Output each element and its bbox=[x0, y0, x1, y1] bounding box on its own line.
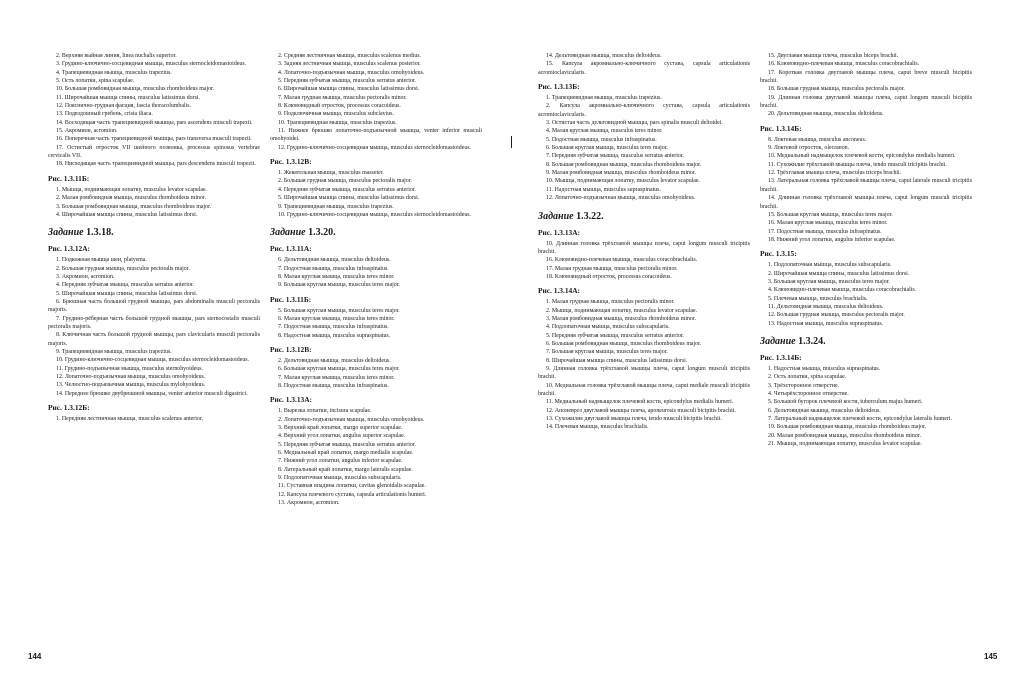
legend-entry: 18. Нижний угол лопатки, angulus inferior scapulae. bbox=[768, 236, 896, 243]
legend-entry: 9. Трапециевидная мышца, musculus trapezius. bbox=[278, 203, 394, 210]
legend-entry: 17. Малая грудная мышца, musculus pectoralis minor. bbox=[546, 265, 678, 272]
figure-caption-heading: Рис. 1.3.11Б: bbox=[48, 173, 90, 183]
legend-entry: 13. Подвздошный гребень, crista iliaca. bbox=[56, 111, 153, 118]
legend-entry: 12. Грудино-ключично-сосцевидная мышца, musculus sternocleidomastoideus. bbox=[278, 144, 472, 151]
legend-entry: 8. Широчайшая мышца спины, musculus latissimus dorsi. bbox=[546, 357, 688, 364]
task-heading bbox=[270, 227, 482, 239]
legend-entry: 2. Большая грудная мышца, musculus pectoralis major. bbox=[278, 178, 412, 185]
legend-entry: 14. Восходящая часть трапециевидной мышцы, pars ascendens musculi trapezii. bbox=[56, 119, 253, 126]
legend-entry: 16. Поперечная часть трапециевидной мышцы, pars transversa musculi trapezii. bbox=[56, 136, 252, 143]
legend-entry: 4. Лопаточно-подъязычная мышца, musculus omohyoideus. bbox=[278, 69, 425, 76]
task-heading-number: 1.3.20. bbox=[308, 227, 336, 239]
task-heading-word: Задание bbox=[270, 227, 306, 239]
legend-entry: 11. Нижнее брюшко лопаточно-подъязычной мышцы, venter inferior musculi omohyoidei. bbox=[270, 128, 482, 143]
legend-entry: 12. Апоневроз двуглавой мышцы плеча, aponeurosis musculi bicipitis brachii. bbox=[546, 407, 736, 414]
legend-entry: 1. Подлопаточная мышца, musculus subscapularis. bbox=[768, 262, 892, 269]
legend-entry: 7. Латеральный надмыщелок плечевой кости, epicondylus lateralis humeri. bbox=[768, 416, 952, 423]
task-heading-number: 1.3.22. bbox=[576, 210, 604, 222]
legend-entry: 12. Большая грудная мышца, musculus pectoralis major. bbox=[768, 312, 905, 319]
legend-entry: 6. Широчайшая мышца спины, musculus latissimus dorsi. bbox=[278, 86, 420, 93]
legend-entry: 15. Акромион, acromion. bbox=[56, 128, 118, 135]
figure-caption-heading: Рис. 1.3.12В: bbox=[270, 157, 312, 167]
figure-caption-heading: Рис. 1.3.13Б: bbox=[538, 82, 580, 92]
legend-entry: 7. Подостная мышца, musculus infraspinatus. bbox=[278, 324, 389, 331]
legend-entry: 12. Пояснично-грудная фасция, fascia thoracolumbalis. bbox=[56, 103, 192, 110]
legend-entry: 3. Трёхсторонное отверстие. bbox=[768, 382, 840, 389]
legend-entry: 11. Надостная мышца, musculus supraspinatus. bbox=[546, 186, 661, 193]
legend-entry: 3. Грудино-ключично-сосцевидная мышца, musculus sternocleidomastoideus. bbox=[56, 61, 247, 68]
legend-entry: 2. Широчайшая мышца спины, musculus latissimus dorsi. bbox=[768, 270, 910, 277]
figure-caption-heading: Рис. 1.3.15: bbox=[760, 249, 797, 259]
legend-entry: 7. Малая круглая мышца, musculus teres minor. bbox=[278, 374, 395, 381]
legend-entry: 2. Лопаточно-подъязычная мышца, musculus omohyoideus. bbox=[278, 416, 425, 423]
legend-entry: 4. Широчайшая мышца спины, musculus latissimus dorsi. bbox=[56, 211, 198, 218]
legend-entry: 6. Дельтовидная мышца, musculus deltoideus. bbox=[768, 407, 881, 414]
legend-entry: 5. Широчайшая мышца спины, musculus latissimus dorsi. bbox=[56, 290, 198, 297]
legend-entry: 3. Задняя лестничная мышца, musculus scalenus posterior. bbox=[278, 61, 421, 68]
legend-entry: 17. Подостная мышца, musculus infraspinatus. bbox=[768, 228, 882, 235]
legend-entry: 5. Ость лопатки, spina scapulae. bbox=[56, 78, 135, 85]
figure-caption-heading: Рис. 1.3.13А: bbox=[270, 395, 313, 405]
legend-entry: 5. Передняя зубчатая мышца, musculus serratus anterior. bbox=[546, 332, 684, 339]
legend-entry: 4. Малая круглая мышца, musculus teres minor. bbox=[546, 128, 663, 135]
legend-entry: 14. Переднее брюшко двубрюшной мышцы, venter anterior musculi digastrici. bbox=[56, 390, 248, 397]
figure-caption-heading: Рис. 1.3.12Б: bbox=[48, 403, 90, 413]
legend-entry: 1. Жевательная мышца, musculus masseter. bbox=[278, 170, 384, 177]
legend-entry: 1. Вырезка лопатки, incisura scapulae. bbox=[278, 408, 372, 415]
legend-entry: 12. Трёхглавая мышца плеча, musculus triceps brachii. bbox=[768, 170, 902, 177]
legend-entry: 9. Локтевой отросток, olecranon. bbox=[768, 145, 850, 152]
figure-caption-heading: Рис. 1.3.12В: bbox=[270, 344, 312, 354]
task-heading-word: Задание bbox=[760, 335, 796, 347]
legend-entry: 18. Клювовидный отросток, processus coracoideus. bbox=[546, 273, 672, 280]
legend-entry: 10. Грудино-ключично-сосцевидная мышца, musculus sternocleidomastoideus. bbox=[56, 357, 250, 364]
legend-entry: 5. Плечевая мышца, musculus brachialis. bbox=[768, 295, 868, 302]
legend-entry: 6. Большая круглая мышца, musculus teres major. bbox=[546, 145, 668, 152]
figure-caption-heading: Рис. 1.3.14Б: bbox=[760, 123, 802, 133]
figure-caption-heading: Рис. 1.3.14Б: bbox=[760, 352, 802, 362]
legend-entry: 13. Сухожилие двуглавой мышцы плеча, tendo musculi bicipitis brachii. bbox=[546, 416, 722, 423]
legend-entry: 9. Длинная головка трёхглавой мышцы плеча, caput longum musculi tricipitis brachii. bbox=[538, 365, 750, 381]
legend-entry: 7. Передняя зубчатая мышца, musculus serratus anterior. bbox=[546, 153, 684, 160]
legend-entry: 2. Верхняя выйная линия, linea nuchalis superior. bbox=[56, 53, 177, 59]
legend-entry: 1. Надостная мышца, musculus supraspinatus. bbox=[768, 365, 881, 372]
legend-entry: 5. Передняя зубчатая мышца, musculus serratus anterior. bbox=[278, 441, 416, 448]
legend-entry: 4. Подлопаточная мышца, musculus subscapularis. bbox=[546, 324, 670, 331]
legend-entry: 4. Четырёхсторонное отверстие. bbox=[768, 391, 849, 397]
legend-entry: 2. Большая грудная мышца, musculus pectoralis major. bbox=[56, 265, 190, 272]
legend-entry: 18. Большая грудная мышца, musculus pectoralis major. bbox=[768, 86, 905, 93]
legend-entry: 10. Медиальный надмыщелок плечевой кости, epicondylus medialis humeri. bbox=[768, 153, 956, 160]
legend-entry: 7. Подостная мышца, musculus infraspinatus. bbox=[278, 265, 389, 272]
legend-entry: 3. Малая ромбовидная мышца, musculus rhomboideus minor. bbox=[546, 315, 696, 322]
legend-entry: 8. Клювовидный отросток, processus coracoideus. bbox=[278, 103, 401, 110]
legend-entry: 7. Малая грудная мышца, musculus pectoralis minor. bbox=[278, 94, 407, 101]
legend-entry: 12. Капсула плечевого сустава, capsula articulationis humeri. bbox=[278, 491, 427, 498]
figure-caption-heading: Рис. 1.3.12А: bbox=[48, 244, 91, 254]
legend-entry: 6. Медиальный край лопатки, margo medialis scapulae. bbox=[278, 450, 414, 457]
legend-entry: 16. Малая круглая мышца, musculus teres minor. bbox=[768, 220, 888, 227]
legend-entry: 17. Короткая головка двуглавой мышцы плеча, caput breve musculi bicipitis brachii. bbox=[760, 69, 972, 85]
legend-entry: 2. Мышца, поднимающая лопатку, musculus levator scapulae. bbox=[546, 307, 698, 314]
left-page-column-1 bbox=[48, 52, 260, 423]
legend-entry: 1. Трапециевидная мышца, musculus trapezius. bbox=[546, 95, 662, 102]
legend-entry: 4. Клювовидно-плечевая мышца, musculus coracobrachialis. bbox=[768, 287, 917, 294]
legend-entry: 9. Малая ромбовидная мышца, musculus rhomboideus minor. bbox=[546, 170, 696, 177]
figure-caption-heading: Рис. 1.3.14А: bbox=[538, 286, 581, 296]
task-heading bbox=[48, 227, 260, 239]
legend-entry: 11. Суставная впадина лопатки, cavitas glenoidalis scapulae. bbox=[278, 483, 426, 490]
legend-entry: 8. Надостная мышца, musculus supraspinatus. bbox=[278, 332, 391, 339]
legend-entry: 2. Капсула акромиально-ключичного сустава, capsula articulationis acromioclavicularis. bbox=[538, 103, 750, 118]
legend-entry: 13. Латеральная головка трёхглавой мышцы плеча, caput laterale musculi tricipitis brachii. bbox=[760, 178, 972, 193]
legend-entry: 2. Малая ромбовидная мышца, musculus rhomboideus minor. bbox=[56, 195, 206, 202]
legend-entry: 8. Латеральный край лопатки, margo lateralis scapulae. bbox=[278, 466, 413, 473]
legend-entry: 3. Акромион, acromion. bbox=[56, 273, 115, 280]
task-heading-word: Задание bbox=[48, 227, 84, 239]
legend-entry: 11. Широчайшая мышца спины, musculus latissimus dorsi. bbox=[56, 94, 200, 101]
legend-entry: 8. Малая круглая мышца, musculus teres minor. bbox=[278, 273, 395, 280]
legend-entry: 9. Подлопаточная мышца, musculus subscapularis. bbox=[278, 475, 402, 482]
legend-entry: 1. Мышца, поднимающая лопатку, musculus levator scapulae. bbox=[56, 186, 208, 193]
legend-entry: 10. Длинная головка трёхглавой мышцы плеча, caput longum musculi tricipitis brachii. bbox=[538, 240, 750, 255]
legend-entry: 6. Дельтовидная мышца, musculus deltoideus. bbox=[278, 257, 391, 264]
right-page-column-1 bbox=[538, 52, 750, 432]
left-page-column-2 bbox=[270, 52, 482, 507]
legend-entry: 1. Малая грудная мышца, musculus pectoralis minor. bbox=[546, 299, 675, 306]
legend-entry: 14. Плечевая мышца, musculus brachialis. bbox=[546, 424, 649, 431]
page-number-right: 145 bbox=[984, 652, 998, 661]
legend-entry: 10. Грудино-ключично-сосцевидная мышца, musculus sternocleidomastoideus. bbox=[278, 211, 472, 218]
legend-entry: 4. Передняя зубчатая мышца, musculus serratus anterior. bbox=[278, 186, 416, 193]
legend-entry: 2. Средняя лестничная мышца, musculus scalenus medius. bbox=[278, 53, 422, 59]
task-heading-word: Задание bbox=[538, 210, 574, 222]
legend-entry: 12. Лопаточно-подъязычная мышца, musculus omohyoideus. bbox=[56, 374, 206, 380]
legend-entry: 3. Большая круглая мышца, musculus teres major. bbox=[768, 278, 890, 285]
figure-caption-heading: Рис. 1.3.11А: bbox=[270, 244, 312, 254]
legend-entry: 5. Большой бугорок плечевой кости, tuberculum majus humeri. bbox=[768, 399, 923, 406]
legend-entry: 3. Верхний край лопатки, margo superior scapulae. bbox=[278, 425, 403, 431]
legend-entry: 2. Ость лопатки, spina scapulae. bbox=[768, 374, 847, 381]
legend-entry: 2. Дельтовидная мышца, musculus deltoideus. bbox=[278, 357, 391, 364]
task-heading bbox=[760, 336, 972, 348]
legend-entry: 16. Клювовидно-плечевая мышца, musculus coracobrachialis. bbox=[546, 257, 698, 264]
legend-entry: 6. Большая круглая мышца, musculus teres major. bbox=[278, 366, 400, 373]
legend-entry: 20. Малая ромбовидная мышца, musculus rhomboideus minor. bbox=[768, 432, 921, 439]
legend-entry: 10. Трапециевидная мышца, musculus trapezius. bbox=[278, 119, 397, 126]
legend-entry: 16. Клювовидно-плечевая мышца, musculus coracobrachialis. bbox=[768, 61, 920, 68]
legend-entry: 15. Большая круглая мышца, musculus teres major. bbox=[768, 211, 893, 218]
legend-entry: 13. Акромион, acromion. bbox=[278, 500, 340, 507]
legend-entry: 6. Большая ромбовидная мышца, musculus rhomboideus major. bbox=[546, 340, 702, 347]
page-number-left: 144 bbox=[28, 652, 42, 661]
legend-entry: 8. Большая ромбовидная мышца, musculus rhomboideus major. bbox=[546, 161, 702, 168]
legend-entry: 4. Верхний угол лопатки, angulus superior scapulae. bbox=[278, 433, 406, 440]
legend-entry: 13. Челюстно-подъязычная мышца, musculus mylohyoideus. bbox=[56, 382, 206, 389]
legend-entry: 7. Грудино-рёберная часть большой грудной мышцы, pars sternocostalis musculi pectoralis majoris. bbox=[48, 315, 260, 330]
task-heading-number: 1.3.18. bbox=[86, 227, 114, 239]
legend-entry: 4. Трапециевидная мышца, musculus trapezius. bbox=[56, 69, 172, 76]
legend-entry: 14. Дельтовидная мышца, musculus deltoideus. bbox=[546, 53, 662, 59]
legend-entry: 10. Большая ромбовидная мышца, musculus rhomboideus major. bbox=[56, 86, 215, 93]
legend-entry: 11. Грудино-подъязычная мышца, musculus sternohyoideus. bbox=[56, 365, 203, 372]
legend-entry: 7. Нижний угол лопатки, angulus inferior scapulae. bbox=[278, 458, 403, 465]
legend-entry: 9. Трапециевидная мышца, musculus trapezius. bbox=[56, 348, 172, 355]
legend-entry: 6. Брюшная часть большой грудной мышцы, pars abdominalis musculi pectoralis majoris. bbox=[48, 298, 260, 314]
legend-entry: 19. Большая ромбовидная мышца, musculus rhomboideus major. bbox=[768, 424, 927, 431]
legend-entry: 12. Лопаточно-подъязычная мышца, musculus omohyoideus. bbox=[546, 195, 696, 202]
task-heading bbox=[538, 211, 750, 223]
legend-entry: 11. Медиальный надмыщелок плечевой кости, epicondylus medialis humeri. bbox=[546, 399, 734, 406]
legend-entry: 14. Длинная головка трёхглавой мышцы плеча, caput longum musculi tricipitis brachii. bbox=[760, 195, 972, 210]
legend-entry: 5. Большая круглая мышца, musculus teres major. bbox=[278, 307, 400, 314]
right-page-column-2 bbox=[760, 52, 972, 448]
legend-entry: 5. Широчайшая мышца спины, musculus latissimus dorsi. bbox=[278, 195, 420, 202]
figure-caption-heading: Рис. 1.3.11Б: bbox=[270, 294, 312, 304]
figure-caption-heading: Рис. 1.3.13А: bbox=[538, 227, 581, 237]
gutter-mark bbox=[511, 136, 512, 148]
legend-entry: 9. Большая круглая мышца, musculus teres major. bbox=[278, 282, 400, 289]
legend-entry: 5. Подостная мышца, musculus infraspinatus. bbox=[546, 136, 657, 143]
legend-entry: 1. Передняя лестничная мышца, musculus scalenus anterior. bbox=[56, 416, 203, 423]
legend-entry: 11. Сухожилие трёхглавой мышцы плеча, tendo musculi tricipitis brachii. bbox=[768, 161, 947, 168]
legend-entry: 8. Ключичная часть большой грудной мышцы, pars clavicularis musculi pectoralis majoris. bbox=[48, 332, 260, 347]
legend-entry: 21. Мышца, поднимающая лопатку, musculus levator scapulae. bbox=[768, 441, 923, 448]
legend-entry: 15. Капсула акромиально-ключичного сустава, capsula articulationis acromioclavicularis. bbox=[538, 61, 750, 76]
legend-entry: 1. Подкожная мышца шеи, platysma. bbox=[56, 257, 147, 264]
legend-entry: 4. Передняя зубчатая мышца, musculus serratus anterior. bbox=[56, 282, 194, 289]
legend-entry: 8. Подостная мышца, musculus infraspinatus. bbox=[278, 382, 389, 389]
legend-entry: 10. Медиальная головка трёхглавой мышцы плеча, caput mediale musculi tricipitis brachii. bbox=[538, 382, 750, 397]
legend-entry: 7. Большая круглая мышца, musculus teres major. bbox=[546, 349, 668, 356]
legend-entry: 3. Большая ромбовидная мышца, musculus rhomboideus major. bbox=[56, 203, 212, 210]
legend-entry: 3. Остистая часть дельтовидной мышцы, pars spinalis musculi deltoidei. bbox=[546, 120, 723, 127]
legend-entry: 13. Надостная мышца, musculus supraspinatus. bbox=[768, 320, 884, 327]
legend-entry: 6. Малая круглая мышца, musculus teres minor. bbox=[278, 315, 395, 322]
legend-entry: 18. Нисходящая часть трапециевидной мышцы, pars descendens musculi trapezii. bbox=[56, 161, 256, 168]
legend-entry: 19. Длинная головка двуглавой мышцы плеча, caput longum musculi bicipitis brachii. bbox=[760, 94, 972, 110]
task-heading-number: 1.3.24. bbox=[798, 335, 826, 347]
legend-entry: 10. Мышца, поднимающая лопатку, musculus levator scapulae. bbox=[546, 178, 701, 185]
legend-entry: 20. Дельтовидная мышца, musculus deltoideus. bbox=[768, 111, 884, 118]
legend-entry: 17. Остистый отросток VII шейного позвонка, processus spinosus vertebrae cervicalis VII. bbox=[48, 144, 260, 160]
legend-entry: 15. Двуглавая мышца плеча, musculus biceps brachii. bbox=[768, 53, 899, 59]
legend-entry: 9. Подключичная мышца, musculus subclavius. bbox=[278, 111, 394, 118]
legend-entry: 8. Локтевая мышца, musculus anconeus. bbox=[768, 136, 867, 143]
legend-entry: 5. Передняя зубчатая мышца, musculus serratus anterior. bbox=[278, 78, 416, 85]
legend-entry: 11. Дельтовидная мышца, musculus deltoideus. bbox=[768, 303, 884, 310]
